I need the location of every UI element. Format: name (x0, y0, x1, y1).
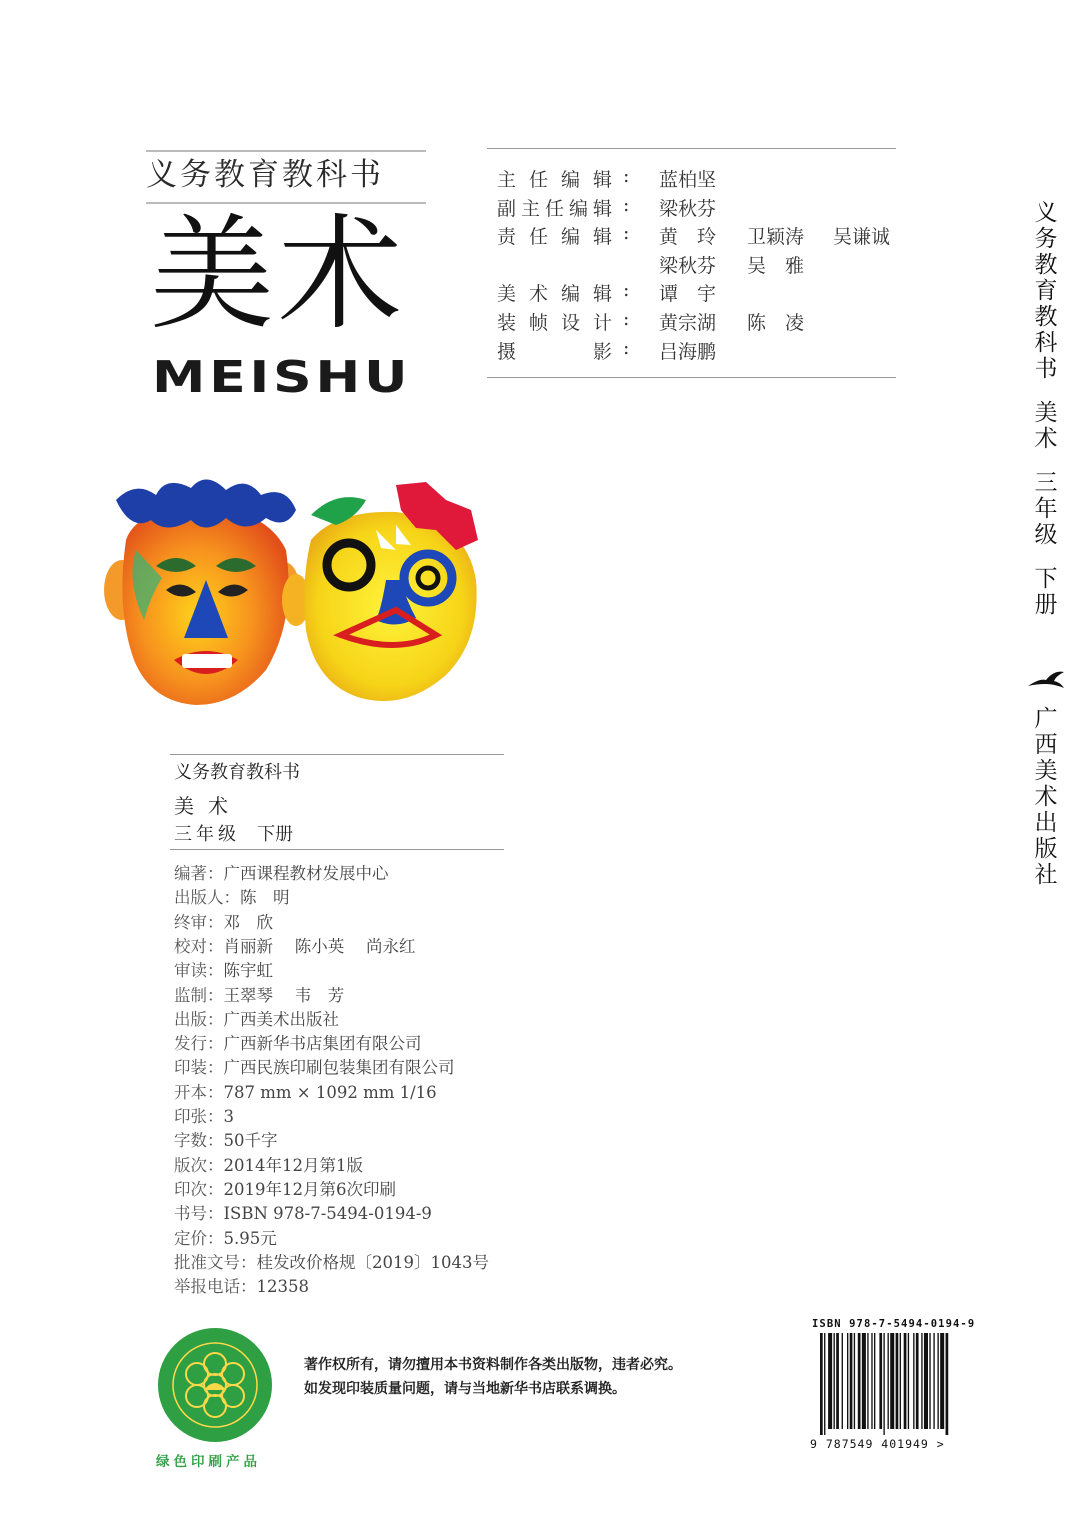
editor-role-char: 主 (497, 169, 517, 191)
editor-name: 黄宗湖 (659, 312, 717, 334)
info-label: 审读： (174, 961, 224, 981)
info-label: 编著： (174, 864, 224, 883)
cip-volume: 下册 (257, 824, 294, 845)
info-line (174, 1154, 363, 1178)
editor-name: 卫颖涛 (747, 226, 805, 249)
info-value: 12358 (256, 1277, 309, 1297)
editor-name: 吕海鹏 (659, 340, 717, 363)
editor-role-char: 美 (497, 283, 517, 306)
editor-role-char: 设 (560, 312, 580, 334)
editor-role-char: 编 (560, 226, 580, 249)
barcode-bar (871, 1333, 872, 1429)
barcode-bar (879, 1333, 882, 1429)
spine-segment: 三 年 级 (1034, 470, 1058, 548)
spine-segment: 下 册 (1034, 566, 1058, 618)
spine-segment: 义 务 教 育 教 科 书 (1034, 200, 1058, 382)
barcode-bar (916, 1333, 919, 1429)
info-label: 出版： (174, 1009, 224, 1029)
editor-name: 陈 凌 (747, 312, 805, 334)
editor-colon: : (623, 165, 630, 187)
info-line (174, 1032, 422, 1056)
barcode-bar (862, 1333, 866, 1429)
info-value: 50千字 (223, 1131, 278, 1151)
editor-role-char: 任 (544, 197, 564, 220)
spine-segment: 美 术 (1034, 400, 1058, 452)
info-label: 监制： (174, 985, 224, 1005)
info-line (174, 1251, 489, 1275)
info-line (174, 886, 290, 910)
editor-role (497, 308, 612, 335)
info-value: 肖丽新 陈小英 尚永红 (223, 936, 416, 956)
editor-name: 吴 雅 (747, 254, 805, 277)
info-label: 终审： (174, 912, 224, 932)
info-value: 邓 欣 (223, 912, 273, 932)
barcode-bar (867, 1333, 868, 1429)
info-line (174, 1178, 396, 1202)
info-label: 定价： (174, 1228, 224, 1248)
copyright-notice: 著作权所有，请勿擅用本书资料制作各类出版物，违者必究。 (304, 1357, 682, 1373)
info-line (174, 1129, 278, 1153)
barcode-bar (842, 1333, 843, 1429)
editor-name: 蓝柏坚 (659, 169, 717, 191)
info-line (174, 911, 273, 935)
editor-role-char: 装 (497, 312, 517, 334)
info-line (174, 1081, 437, 1105)
spine-publisher-text: 广 西 美 术 出 版 社 (1034, 706, 1058, 888)
info-line (174, 862, 389, 886)
editor-role (497, 194, 612, 221)
editor-colon: : (623, 308, 630, 330)
barcode-bar (854, 1333, 855, 1429)
info-line (174, 1202, 432, 1226)
spine-publisher (1030, 706, 1062, 888)
barcode-bar (940, 1333, 944, 1429)
barcode-bar (904, 1333, 907, 1429)
info-value: 陈 明 (240, 888, 290, 908)
barcode-bar (824, 1333, 825, 1435)
barcode-bar (937, 1333, 938, 1429)
editor-role-char: 计 (592, 312, 612, 334)
info-label: 印装： (174, 1058, 224, 1078)
editor-role-char: 辑 (592, 283, 612, 306)
info-value: 广西美术出版社 (223, 1009, 339, 1029)
clay-masks-illustration (96, 470, 496, 720)
publisher-bird-logo-icon (1026, 668, 1066, 692)
green-print-label: 绿色印刷产品 (156, 1454, 261, 1470)
china-environmental-labelling-seal-icon (156, 1326, 274, 1444)
series-title: 义务教育教科书 (146, 150, 426, 204)
barcode-bar (929, 1333, 930, 1429)
editor-colon: : (623, 193, 630, 216)
editor-name: 吴谦诚 (833, 226, 891, 249)
editor-colon: : (623, 222, 630, 245)
cip-grade: 三年级 (174, 824, 240, 845)
barcode-bar (946, 1333, 949, 1435)
info-line (174, 1056, 455, 1080)
editor-role-char: 影 (592, 340, 612, 363)
editor-role-char: 责 (497, 226, 517, 249)
right-mask (282, 482, 478, 701)
barcode-isbn-label: ISBN 978-7-5494-0194-9 (812, 1318, 976, 1330)
info-value: 陈宇虹 (223, 961, 273, 981)
info-label: 出版人： (174, 888, 240, 908)
info-label: 印张： (174, 1107, 224, 1126)
barcode-bar (924, 1333, 928, 1429)
info-value: 广西课程教材发展中心 (223, 864, 389, 883)
info-label: 书号： (174, 1204, 224, 1224)
info-label: 发行： (174, 1034, 224, 1054)
barcode-digits: 9 787549 401949 > (810, 1437, 945, 1451)
info-label: 字数： (174, 1131, 224, 1151)
cip-grade-line (170, 820, 504, 850)
editor-role (497, 222, 612, 249)
barcode-bar (828, 1333, 832, 1429)
barcode-bar (850, 1333, 853, 1429)
barcode-bar (836, 1333, 839, 1429)
editors-panel (487, 148, 896, 378)
info-label: 印次： (174, 1179, 224, 1199)
info-value: 桂发改价格规〔2019〕1043号 (256, 1252, 489, 1272)
barcode-bar (933, 1333, 934, 1429)
editor-role (497, 279, 612, 306)
barcode-bar (896, 1333, 899, 1429)
barcode-bar (908, 1333, 909, 1429)
info-value: 2014年12月第1版 (223, 1155, 363, 1175)
info-value: 3 (223, 1107, 234, 1126)
editor-role-char: 摄 (497, 340, 517, 363)
editor-role (497, 165, 612, 192)
info-label: 版次： (174, 1155, 224, 1175)
editor-role-char: 帧 (528, 312, 548, 334)
info-line (174, 984, 344, 1008)
cip-title: 美术 (174, 794, 242, 818)
editor-role-char: 任 (528, 169, 548, 191)
info-line (174, 1275, 309, 1299)
editor-role-char: 术 (528, 283, 548, 306)
editor-name: 梁秋芬 (659, 254, 717, 277)
info-value: 王翠琴 韦 芳 (223, 985, 345, 1005)
info-label: 举报电话： (174, 1277, 257, 1297)
editor-role (497, 337, 612, 364)
barcode-bar (874, 1333, 875, 1429)
info-line (174, 935, 416, 959)
info-line (174, 1105, 234, 1129)
info-line (174, 1227, 277, 1251)
editor-name: 谭 宇 (659, 283, 717, 306)
editor-name: 黄 玲 (659, 226, 717, 249)
editor-role-char: 编 (560, 169, 580, 191)
info-value: 787 mm × 1092 mm 1/16 (223, 1082, 437, 1102)
barcode-bar (888, 1333, 889, 1429)
quality-notice: 如发现印装质量问题，请与当地新华书店联系调换。 (304, 1381, 626, 1397)
barcode-bar (890, 1333, 894, 1429)
barcode-bar (847, 1333, 848, 1429)
editor-colon: : (623, 279, 630, 302)
info-value: 2019年12月第6次印刷 (223, 1179, 396, 1199)
cip-series: 义务教育教科书 (170, 754, 504, 786)
info-value: ISBN 978-7-5494-0194-9 (223, 1204, 432, 1224)
editor-role-char: 辑 (592, 169, 612, 191)
editor-role-char: 编 (560, 283, 580, 306)
book-title-pinyin: MEISHU (152, 352, 412, 403)
editor-role-char: 任 (528, 226, 548, 249)
info-value: 广西民族印刷包装集团有限公司 (223, 1058, 455, 1078)
editor-role-char: 辑 (592, 226, 612, 249)
barcode-bar (858, 1333, 861, 1429)
editor-role-char: 主 (520, 197, 540, 220)
left-mask (104, 479, 300, 705)
info-label: 开本： (174, 1082, 224, 1102)
editor-role-char: 辑 (592, 197, 612, 220)
barcode-bar (820, 1333, 823, 1435)
editor-colon: : (623, 336, 630, 359)
editor-role-char: 副 (497, 197, 517, 220)
info-label: 批准文号： (174, 1252, 257, 1272)
info-label: 校对： (174, 936, 224, 956)
barcode-bar (900, 1333, 901, 1429)
info-value: 广西新华书店集团有限公司 (223, 1034, 422, 1054)
info-line (174, 1008, 339, 1032)
editor-name: 梁秋芬 (659, 197, 717, 220)
barcode-bar (913, 1333, 914, 1429)
barcode-bar (883, 1333, 884, 1435)
book-title: 美术 (150, 203, 407, 347)
info-value: 5.95元 (223, 1228, 277, 1248)
barcode-bar (921, 1333, 922, 1429)
editor-role-char: 编 (568, 197, 588, 220)
spine-text (1030, 200, 1062, 618)
isbn-barcode (820, 1333, 980, 1435)
info-line (174, 959, 273, 983)
barcode-bar (834, 1333, 835, 1429)
